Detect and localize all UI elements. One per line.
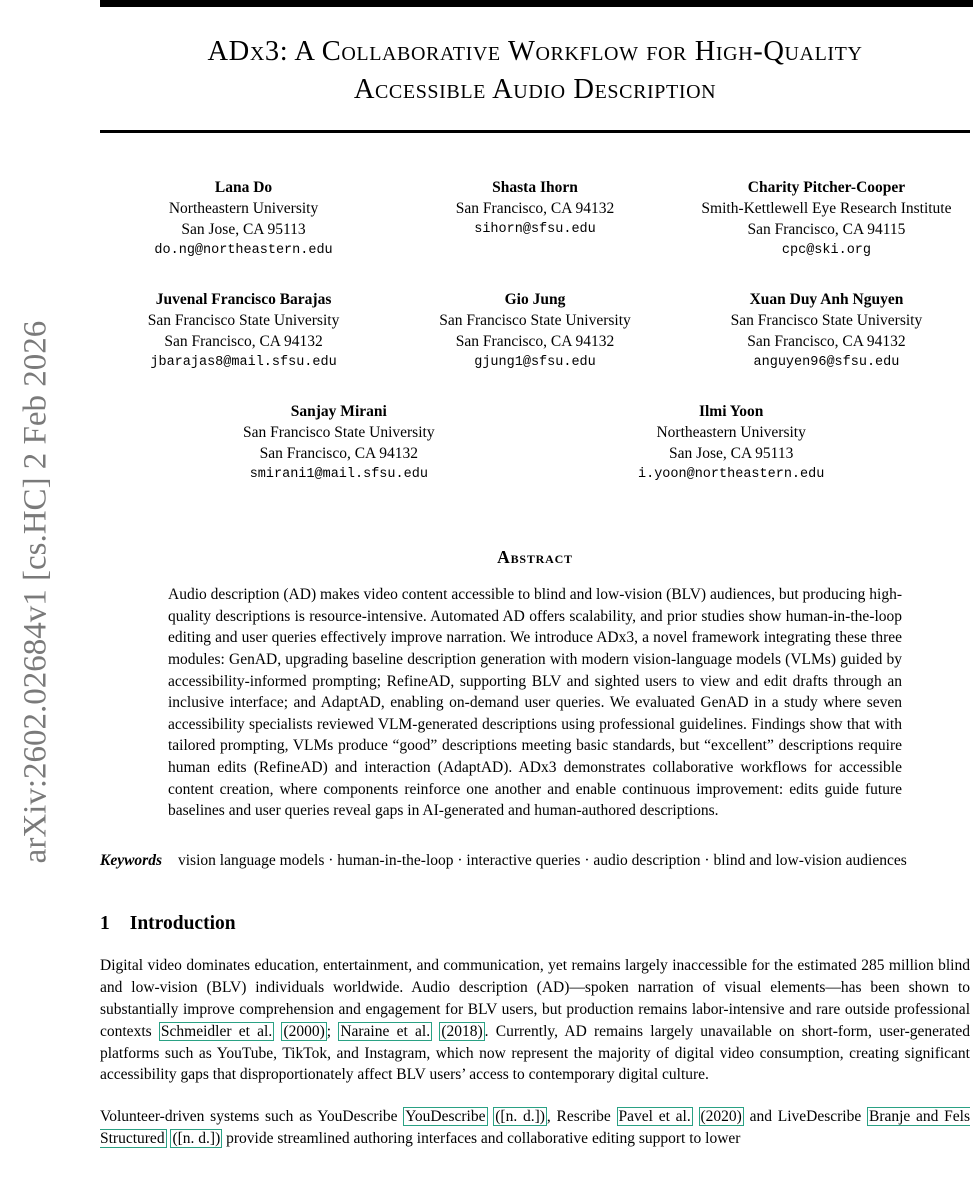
- author-name: Gio Jung: [504, 291, 566, 309]
- author-email: sihorn@sfsu.edu: [474, 222, 596, 238]
- arxiv-sidebar-label: arXiv:2602.02684v1 [cs.HC] 2 Feb 2026: [17, 320, 54, 864]
- citation-link[interactable]: (2018): [441, 1022, 483, 1040]
- body-paragraph: [100, 955, 970, 1086]
- author-name: Charity Pitcher-Cooper: [747, 179, 906, 197]
- body-paragraph: [100, 1106, 970, 1150]
- text-segment: . Currently, AD remains largely unavailable on short-form, user-generated platforms such as YouTube, TikTok, and Instagram, which now represent the majority of digital video consumption, creating significant accessibility gaps that disproportionately affect BLV users’ access to contemporary digital culture.: [100, 1022, 971, 1084]
- keywords-text: vision language models · human-in-the-loop · interactive queries · audio description · blind and low-vision audiences: [178, 851, 907, 869]
- author-email: gjung1@sfsu.edu: [474, 355, 596, 371]
- author-affiliation-line: San Francisco, CA 94115: [747, 221, 906, 239]
- author-name: Sanjay Mirani: [290, 403, 387, 421]
- author-email: jbarajas8@mail.sfsu.edu: [150, 355, 337, 371]
- author-block: [178, 401, 499, 485]
- title-divider-rule: [100, 130, 970, 133]
- text-segment: [693, 1108, 699, 1125]
- author-row: [100, 289, 970, 373]
- author-block: [683, 177, 970, 261]
- introduction-paragraphs: [100, 955, 970, 1149]
- author-name: Shasta Ihorn: [492, 179, 578, 197]
- citation-link[interactable]: ([n. d.]): [172, 1129, 221, 1147]
- citation-link[interactable]: Schmeidler et al.: [160, 1022, 273, 1040]
- author-email: do.ng@northeastern.edu: [154, 243, 333, 259]
- author-email: cpc@ski.org: [781, 243, 872, 259]
- citation-link[interactable]: Pavel et al.: [618, 1108, 691, 1126]
- author-affiliation-line: San Jose, CA 95113: [181, 221, 306, 239]
- author-block: [571, 401, 892, 485]
- author-block: [100, 289, 387, 373]
- author-affiliation-line: San Francisco, CA 94132: [455, 333, 615, 351]
- author-email: i.yoon@northeastern.edu: [638, 467, 825, 483]
- citation-link[interactable]: ([n. d.]): [495, 1108, 545, 1126]
- page-top-rule: [100, 0, 973, 7]
- abstract-section: [168, 547, 902, 822]
- author-block: [100, 177, 387, 261]
- author-affiliation-line: San Francisco State University: [243, 424, 435, 442]
- author-email: anguyen96@sfsu.edu: [753, 355, 900, 371]
- text-segment: and LiveDescribe: [743, 1108, 867, 1126]
- section-number: 1: [100, 913, 110, 935]
- author-name: Juvenal Francisco Barajas: [155, 291, 332, 309]
- author-name: Ilmi Yoon: [698, 403, 764, 421]
- author-affiliation-line: San Francisco State University: [439, 312, 631, 330]
- author-name: Xuan Duy Anh Nguyen: [749, 291, 904, 309]
- text-segment: , Rescribe: [546, 1108, 617, 1126]
- citation-link[interactable]: Branje and Fels Structured: [100, 1108, 971, 1147]
- keywords-line: [100, 850, 970, 872]
- citation-link[interactable]: Naraine et al.: [340, 1022, 431, 1040]
- section-title: Introduction: [129, 913, 236, 935]
- author-affiliation-line: Northeastern University: [656, 424, 806, 442]
- author-block: [391, 177, 678, 261]
- keywords-label: Keywords: [100, 851, 162, 869]
- author-row: [178, 401, 891, 485]
- citation-link[interactable]: YouDescribe: [405, 1108, 486, 1126]
- author-rows: [100, 177, 970, 485]
- citation-link[interactable]: (2000): [283, 1022, 325, 1040]
- text-segment: Digital video dominates education, entertainment, and communication, yet remains largely inaccessible for the estimated 285 million blind and low-vision (BLV) individuals worldwide. Audio description (AD)—spoken narration of visual elements—has been shown to substantially improve comprehension and engagement for BLV users, but production remains labor-intensive and rare outside professional contexts: [100, 957, 970, 1040]
- paper-content: [100, 7, 970, 1150]
- abstract-text: Audio description (AD) makes video content accessible to blind and low-vision (BLV) audiences, but producing high-quality descriptions is resource-intensive. Automated AD offers scalability, and prior studies show human-in-the-loop editing and user queries effectively improve narration. We introduce ADx3, a novel framework integrating these three modules: GenAD, upgrading baseline description generation with modern vision-language models (VLMs) guided by accessibility-informed prompting; RefineAD, supporting BLV and sighted users to view and edit drafts through an inclusive interface; and AdaptAD, enabling on-demand user queries. We evaluated GenAD in a study where seven accessibility specialists reviewed VLM-generated descriptions using professional guidelines. Findings show that with tailored prompting, VLMs produce “good” descriptions meeting basic standards, but “excellent” descriptions require human edits (RefineAD) and interaction (AdaptAD). ADx3 demonstrates collaborative workflows for accessible content creation, where components reinforce one another and enable continuous improvement: edits guide future baselines and user queries reveal gaps in AI-generated and human-authored descriptions.: [168, 586, 902, 820]
- text-segment: provide streamlined authoring interfaces and collaborative editing support to lower: [222, 1129, 741, 1147]
- author-name: Lana Do: [214, 179, 273, 197]
- author-affiliation-line: San Francisco, CA 94132: [455, 200, 615, 218]
- text-segment: Volunteer-driven systems such as YouDescribe: [100, 1108, 404, 1126]
- author-affiliation-line: San Jose, CA 95113: [669, 445, 794, 463]
- author-affiliation-line: San Francisco State University: [730, 312, 923, 330]
- author-block: [683, 289, 970, 373]
- paper-title: ADx3: A Collaborative Workflow for High-Quality Accessible Audio Description: [207, 36, 863, 105]
- author-affiliation-line: San Francisco, CA 94132: [747, 333, 906, 351]
- author-row: [100, 177, 970, 261]
- author-affiliation-line: Northeastern University: [168, 200, 319, 218]
- author-affiliation-line: San Francisco, CA 94132: [164, 333, 323, 351]
- abstract-heading: Abstract: [497, 547, 573, 568]
- citation-link[interactable]: (2020): [700, 1108, 742, 1126]
- author-affiliation-line: Smith-Kettlewell Eye Research Institute: [701, 200, 952, 218]
- author-affiliation-line: San Francisco, CA 94132: [259, 445, 419, 463]
- text-segment: ;: [326, 1022, 339, 1040]
- section-heading-introduction: [100, 913, 970, 935]
- author-email: smirani1@mail.sfsu.edu: [249, 467, 428, 483]
- author-affiliation-line: San Francisco State University: [147, 312, 340, 330]
- author-block: [391, 289, 678, 373]
